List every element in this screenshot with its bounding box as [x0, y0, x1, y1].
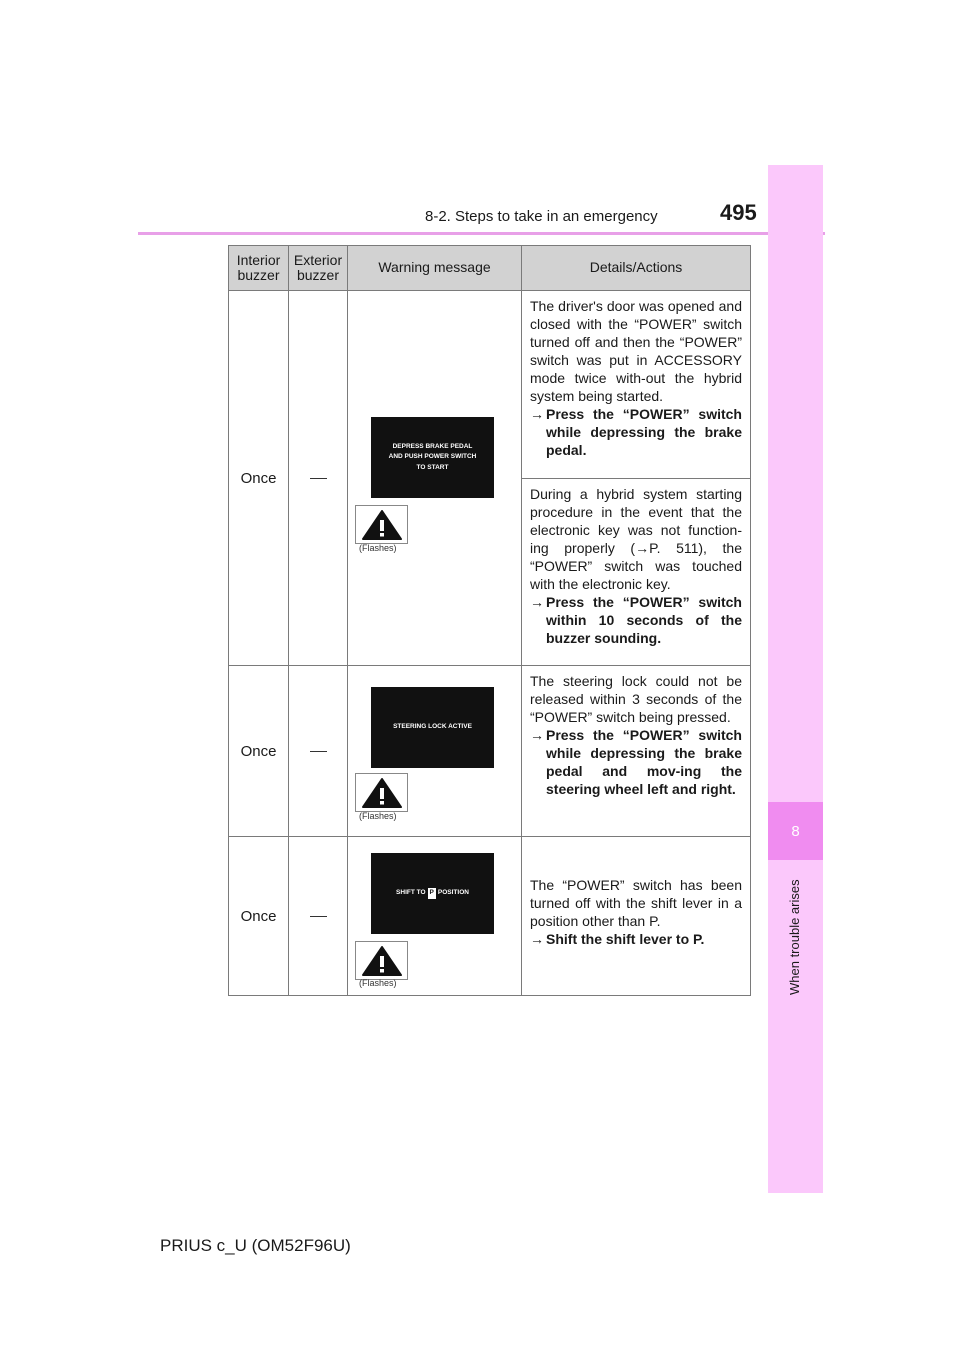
flashes-label: (Flashes): [359, 811, 397, 821]
gear-p-badge: P: [428, 888, 436, 898]
screen-text: POSITION: [437, 889, 469, 897]
footer-model-code: PRIUS c_U (OM52F96U): [160, 1236, 351, 1255]
screen-text: SHIFT TO: [396, 889, 426, 897]
details-text: The driver's door was opened and closed with the “POWER” switch turned off and then the “POWER” switch was put in ACCESSORY mode twice with-out the hybrid system being started.: [530, 298, 742, 404]
arrow-icon: →: [530, 931, 544, 947]
display-screen: [371, 417, 494, 498]
action-instruction: [530, 930, 742, 948]
details-text: The “POWER” switch has been turned off with the shift lever in a position other than P.: [530, 877, 742, 929]
table-row: [229, 666, 751, 837]
arrow-icon: →: [530, 406, 544, 422]
details-cell: [522, 666, 751, 837]
action-instruction: [530, 726, 742, 798]
exterior-buzzer-cell: [289, 666, 348, 837]
action-text: Press the “POWER” switch while depressing the brake pedal and mov-ing the steering wheel left and right.: [546, 727, 742, 797]
details-text: The steering lock could not be released within 3 seconds of the “POWER” switch being pressed.: [530, 673, 742, 725]
screen-line: STEERING LOCK ACTIVE: [393, 723, 472, 731]
chapter-number-tab: 8: [768, 802, 823, 860]
warning-indicator: [355, 941, 408, 980]
action-text: Press the “POWER” switch while depressing the brake pedal.: [546, 406, 742, 458]
screen-line: DEPRESS BRAKE PEDAL: [392, 442, 473, 450]
details-cell: [522, 837, 751, 996]
warning-indicator: [355, 505, 408, 544]
action-text: Press the “POWER” switch within 10 seconds of the buzzer sounding.: [546, 594, 742, 646]
chapter-side-tab: [768, 165, 823, 1193]
warning-message-cell: [348, 666, 522, 837]
arrow-icon: →: [530, 727, 544, 743]
details-cell: [522, 479, 751, 666]
exclamation-triangle-icon: [361, 945, 403, 977]
warning-message-cell: [348, 291, 522, 666]
table-row: [229, 291, 751, 479]
warning-table: [228, 245, 751, 996]
screen-line: TO START: [416, 463, 449, 471]
arrow-icon: →: [530, 594, 544, 610]
action-instruction: [530, 405, 742, 459]
exclamation-triangle-icon: [361, 509, 403, 541]
flashes-label: (Flashes): [359, 978, 397, 988]
exterior-buzzer-cell: [289, 291, 348, 666]
action-text: Shift the shift lever to P.: [546, 931, 705, 947]
table-row: [229, 837, 751, 996]
column-header-interior-buzzer: Interior buzzer: [229, 246, 289, 291]
none-dash: [310, 916, 327, 917]
screen-line: [396, 888, 469, 898]
none-dash: [310, 478, 327, 479]
display-screen: [371, 687, 494, 768]
warning-message-cell: [348, 837, 522, 996]
chapter-label: When trouble arises: [787, 879, 802, 996]
details-cell: [522, 291, 751, 479]
column-header-warning-message: Warning message: [348, 246, 522, 291]
action-instruction: [530, 593, 742, 647]
exclamation-triangle-icon: [361, 777, 403, 809]
section-title: 8-2. Steps to take in an emergency: [425, 208, 658, 225]
screen-line: AND PUSH POWER SWITCH: [388, 453, 477, 461]
interior-buzzer-cell: Once: [229, 837, 289, 996]
table-header-row: [229, 246, 751, 291]
page-number: 495: [720, 200, 757, 225]
interior-buzzer-cell: Once: [229, 666, 289, 837]
display-screen: [371, 853, 494, 934]
column-header-exterior-buzzer: Exterior buzzer: [289, 246, 348, 291]
details-text: During a hybrid system starting procedure in the event that the electronic key was not function-ing properly (→P. 511), the “POWER” switch was touched with the electronic key.: [530, 486, 742, 592]
header-rule: [138, 232, 825, 235]
warning-indicator: [355, 773, 408, 812]
none-dash: [310, 751, 327, 752]
column-header-details-actions: Details/Actions: [522, 246, 751, 291]
interior-buzzer-cell: Once: [229, 291, 289, 666]
flashes-label: (Flashes): [359, 543, 397, 553]
exterior-buzzer-cell: [289, 837, 348, 996]
